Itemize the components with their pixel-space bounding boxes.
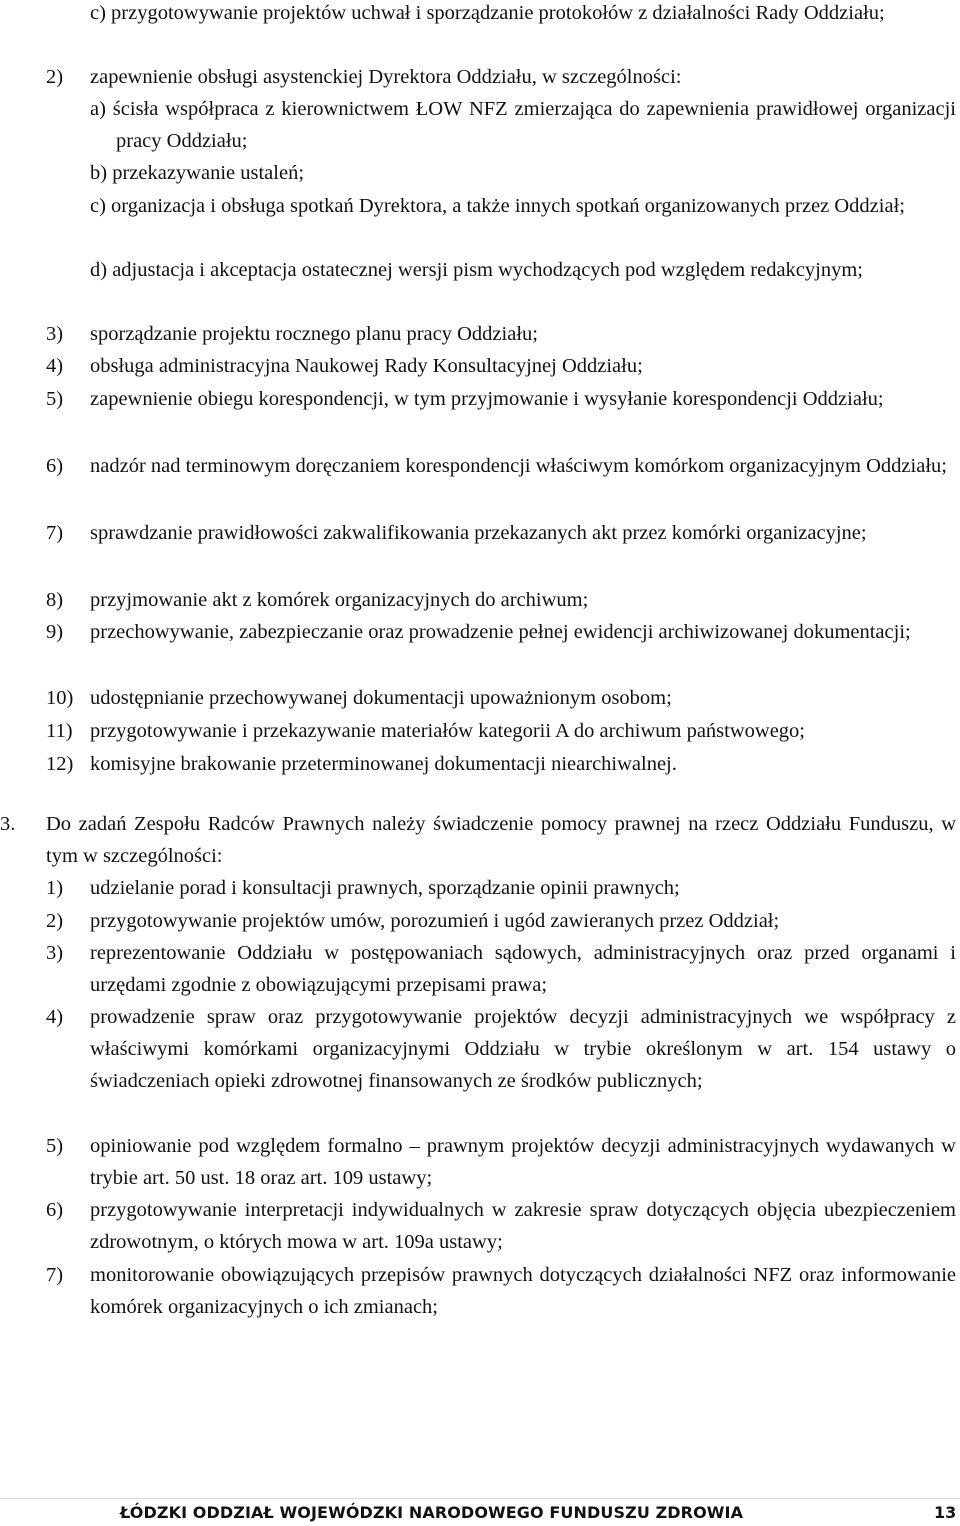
list-item-text: nadzór nad terminowym doręczaniem korespondencji właściwym komórkom organizacyjnym Oddziału; bbox=[90, 455, 947, 477]
list-item-number: 1) bbox=[46, 877, 64, 899]
list-item-number: 12) bbox=[46, 753, 74, 775]
list-item-number: 3) bbox=[46, 942, 64, 964]
list-item-text: udostępnianie przechowywanej dokumentacji upoważnionym osobom; bbox=[90, 687, 672, 709]
list-item-number: 6) bbox=[46, 455, 64, 477]
section-intro bbox=[46, 808, 956, 872]
footer-title: ŁÓDZKI ODDZIAŁ WOJEWÓDZKI NARODOWEGO FUNDUSZU ZDROWIA bbox=[120, 1503, 744, 1522]
list-item bbox=[90, 616, 956, 648]
list-item bbox=[90, 937, 956, 1001]
section-intro-text: Do zadań Zespołu Radców Prawnych należy świadczenie pomocy prawnej na rzecz Oddziału Funduszu, w tym w szczególności: bbox=[46, 813, 956, 867]
list-item bbox=[90, 517, 956, 549]
list-item-text: obsługa administracyjna Naukowej Rady Konsultacyjnej Oddziału; bbox=[90, 355, 643, 377]
list-item-number: 5) bbox=[46, 1135, 64, 1157]
list-item-text: monitorowanie obowiązujących przepisów prawnych dotyczących działalności NFZ oraz informowanie komórek organizacyjnych o ich zmianach; bbox=[90, 1264, 956, 1318]
list-item-number: 8) bbox=[46, 589, 64, 611]
list-item-text: sprawdzanie prawidłowości zakwalifikowania przekazanych akt przez komórki organizacyjne; bbox=[90, 522, 867, 544]
list-item bbox=[90, 383, 956, 415]
list-item-number: 2) bbox=[46, 66, 64, 88]
list-item-text: zapewnienie obiegu korespondencji, w tym przyjmowanie i wysyłanie korespondencji Oddziału; bbox=[90, 388, 884, 410]
list-item-number: 3) bbox=[46, 323, 64, 345]
list-item-text: przygotowywanie i przekazywanie materiałów kategorii A do archiwum państwowego; bbox=[90, 720, 805, 742]
list-item-number: 6) bbox=[46, 1199, 64, 1221]
list-item-text: sporządzanie projektu rocznego planu pracy Oddziału; bbox=[90, 323, 538, 345]
list-item-text: przygotowywanie interpretacji indywidualnych w zakresie spraw dotyczących objęcia ubezpieczeniem zdrowotnym, o których mowa w art. 109a ustawy; bbox=[90, 1199, 956, 1253]
list-item bbox=[90, 1259, 956, 1323]
list-item bbox=[90, 715, 956, 747]
list-item-text: reprezentowanie Oddziału w postępowaniach sądowych, administracyjnych oraz przed organami i urzędami zgodnie z obowiązującymi przepisami prawa; bbox=[90, 942, 956, 996]
list-item-text: udzielanie porad i konsultacji prawnych, sporządzanie opinii prawnych; bbox=[90, 877, 680, 899]
list-item bbox=[90, 254, 956, 286]
list-item-number: 10) bbox=[46, 687, 74, 709]
list-item bbox=[90, 1130, 956, 1194]
list-item bbox=[90, 61, 956, 93]
list-item bbox=[90, 318, 956, 350]
list-item bbox=[90, 350, 956, 382]
list-item-text: d) adjustacja i akceptacja ostatecznej wersji pism wychodzących pod względem redakcyjnym; bbox=[90, 259, 863, 281]
list-item bbox=[90, 584, 956, 616]
list-item bbox=[90, 1194, 956, 1258]
list-item-text: komisyjne brakowanie przeterminowanej dokumentacji niearchiwalnej. bbox=[90, 753, 677, 775]
page-number: 13 bbox=[934, 1503, 957, 1522]
section-number: 3. bbox=[0, 813, 16, 835]
list-item-text: opiniowanie pod względem formalno – prawnym projektów decyzji administracyjnych wydawanych w trybie art. 50 ust. 18 oraz art. 109 ustawy; bbox=[90, 1135, 956, 1189]
list-item bbox=[90, 905, 956, 937]
list-item-number: 4) bbox=[46, 1006, 64, 1028]
list-item-text: c) organizacja i obsługa spotkań Dyrektora, a także innych spotkań organizowanych przez Oddział; bbox=[90, 195, 905, 217]
list-item bbox=[90, 450, 956, 482]
list-item-text: prowadzenie spraw oraz przygotowywanie projektów decyzji administracyjnych we współpracy z właściwymi komórkami organizacyjnymi Oddziału w trybie określonym w art. 154 ustawy o świadczeniach opieki zdrowotnej finansowanych ze środków publicznych; bbox=[90, 1006, 956, 1092]
list-item bbox=[90, 93, 956, 157]
list-item-number: 7) bbox=[46, 522, 64, 544]
list-item-number: 11) bbox=[46, 720, 73, 742]
list-item-number: 5) bbox=[46, 388, 64, 410]
list-item-text: b) przekazywanie ustaleń; bbox=[90, 162, 305, 184]
list-item-text: zapewnienie obsługi asystenckiej Dyrektora Oddziału, w szczególności: bbox=[90, 66, 682, 88]
list-item-text: c) przygotowywanie projektów uchwał i sporządzanie protokołów z działalności Rady Oddziału; bbox=[90, 2, 885, 24]
list-item-text: a) ścisła współpraca z kierownictwem ŁOW NFZ zmierzająca do zapewnienia prawidłowej organizacji pracy Oddziału; bbox=[90, 98, 956, 152]
list-item-text: przyjmowanie akt z komórek organizacyjnych do archiwum; bbox=[90, 589, 589, 611]
list-item bbox=[90, 190, 956, 222]
list-item bbox=[90, 0, 956, 29]
list-item-number: 2) bbox=[46, 910, 64, 932]
page-footer bbox=[0, 1498, 960, 1525]
list-item-number: 7) bbox=[46, 1264, 64, 1286]
list-item-number: 9) bbox=[46, 621, 64, 643]
list-item bbox=[90, 157, 956, 189]
list-item bbox=[90, 872, 956, 904]
list-item bbox=[90, 1001, 956, 1097]
list-item-number: 4) bbox=[46, 355, 64, 377]
list-item bbox=[90, 682, 956, 714]
list-item bbox=[90, 748, 956, 780]
list-item-text: przechowywanie, zabezpieczanie oraz prowadzenie pełnej ewidencji archiwizowanej dokumentacji; bbox=[90, 621, 911, 643]
list-item-text: przygotowywanie projektów umów, porozumień i ugód zawieranych przez Oddział; bbox=[90, 910, 780, 932]
